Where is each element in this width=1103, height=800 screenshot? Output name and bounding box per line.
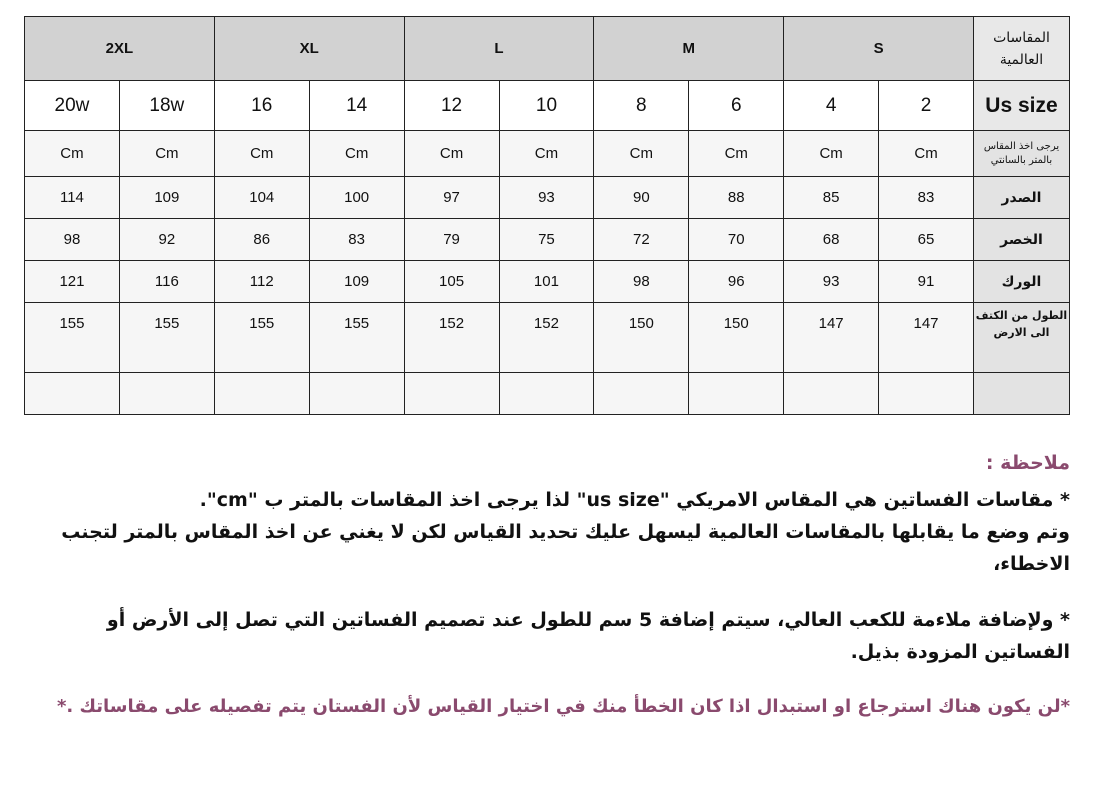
hip-cell: 93 — [784, 261, 879, 303]
hip-cell: 98 — [594, 261, 689, 303]
waist-cell: 92 — [119, 219, 214, 261]
waist-cell: 86 — [214, 219, 309, 261]
unit-cell: Cm — [404, 131, 499, 177]
bust-cell: 93 — [499, 177, 594, 219]
note-heading: ملاحظة : — [985, 452, 1070, 474]
hip-row — [25, 261, 1070, 303]
us-size-cell: 8 — [594, 81, 689, 131]
bust-cell: 90 — [594, 177, 689, 219]
size-group-l: L — [404, 17, 594, 81]
length-cell: 152 — [404, 303, 499, 373]
notes-section — [30, 448, 1070, 722]
waist-cell: 68 — [784, 219, 879, 261]
international-sizes-label: المقاسات العالمية — [973, 17, 1069, 81]
bust-cell: 83 — [879, 177, 974, 219]
empty-cell — [499, 373, 594, 415]
size-group-2xl: 2XL — [25, 17, 215, 81]
waist-cell: 72 — [594, 219, 689, 261]
empty-cell — [689, 373, 784, 415]
note-international-sizes: وتم وضع ما يقابلها بالمقاسات العالمية ليسهل عليك تحديد القياس لكن لا يغني عن اخذ المقاس بالمتر لتجنب الاخطاء، — [61, 521, 1070, 575]
empty-cell — [309, 373, 404, 415]
length-cell: 155 — [214, 303, 309, 373]
waist-label: الخصر — [973, 219, 1069, 261]
us-size-cell: 16 — [214, 81, 309, 131]
hip-cell: 116 — [119, 261, 214, 303]
bust-label: الصدر — [973, 177, 1069, 219]
unit-row — [25, 131, 1070, 177]
hip-cell: 96 — [689, 261, 784, 303]
bust-cell: 109 — [119, 177, 214, 219]
size-group-xl: XL — [214, 17, 404, 81]
unit-cell: Cm — [499, 131, 594, 177]
empty-row — [25, 373, 1070, 415]
waist-cell: 75 — [499, 219, 594, 261]
hip-cell: 101 — [499, 261, 594, 303]
us-size-label: Us size — [973, 81, 1069, 131]
empty-cell — [404, 373, 499, 415]
bust-cell: 114 — [25, 177, 120, 219]
size-group-s: S — [784, 17, 974, 81]
us-size-cell: 6 — [689, 81, 784, 131]
empty-cell — [879, 373, 974, 415]
size-group-header-row — [25, 17, 1070, 81]
empty-label-cell — [973, 373, 1069, 415]
empty-cell — [119, 373, 214, 415]
unit-cell: Cm — [214, 131, 309, 177]
hip-cell: 112 — [214, 261, 309, 303]
bust-cell: 97 — [404, 177, 499, 219]
hip-cell: 105 — [404, 261, 499, 303]
us-size-row — [25, 81, 1070, 131]
waist-cell: 79 — [404, 219, 499, 261]
length-row — [25, 303, 1070, 373]
bust-row — [25, 177, 1070, 219]
unit-cell: Cm — [594, 131, 689, 177]
unit-cell: Cm — [879, 131, 974, 177]
unit-cell: Cm — [309, 131, 404, 177]
waist-cell: 65 — [879, 219, 974, 261]
waist-cell: 83 — [309, 219, 404, 261]
spacer — [30, 580, 1070, 604]
hip-label: الورك — [973, 261, 1069, 303]
empty-cell — [784, 373, 879, 415]
unit-label: يرجى اخذ المقاس بالمتر بالسانتي — [973, 131, 1069, 177]
length-label: الطول من الكتف الى الارض — [973, 303, 1069, 373]
length-cell: 147 — [784, 303, 879, 373]
length-cell: 155 — [309, 303, 404, 373]
length-cell: 147 — [879, 303, 974, 373]
bust-cell: 100 — [309, 177, 404, 219]
us-size-cell: 18w — [119, 81, 214, 131]
length-cell: 150 — [594, 303, 689, 373]
waist-row — [25, 219, 1070, 261]
size-group-m: M — [594, 17, 784, 81]
us-size-cell: 12 — [404, 81, 499, 131]
us-size-cell: 2 — [879, 81, 974, 131]
empty-cell — [25, 373, 120, 415]
hip-cell: 91 — [879, 261, 974, 303]
unit-cell: Cm — [119, 131, 214, 177]
note-us-size: * مقاسات الفساتين هي المقاس الامريكي "us size" لذا يرجى اخذ المقاسات بالمتر ب "cm". — [199, 489, 1070, 511]
bust-cell: 104 — [214, 177, 309, 219]
note-no-returns: *لن يكون هناك استرجاع او استبدال اذا كان الخطأ منك في اختيار القياس لأن الفستان يتم تفصيله على مقاساتك .* — [56, 696, 1070, 717]
length-cell: 152 — [499, 303, 594, 373]
waist-cell: 70 — [689, 219, 784, 261]
length-cell: 150 — [689, 303, 784, 373]
empty-cell — [214, 373, 309, 415]
bust-cell: 88 — [689, 177, 784, 219]
hip-cell: 121 — [25, 261, 120, 303]
size-chart-table — [24, 16, 1070, 415]
empty-cell — [594, 373, 689, 415]
note-heels-length: * ولإضافة ملاءمة للكعب العالي، سيتم إضافة 5 سم للطول عند تصميم الفساتين التي تصل إلى الأرض أو الفساتين المزودة بذيل. — [106, 609, 1070, 663]
us-size-cell: 20w — [25, 81, 120, 131]
us-size-cell: 10 — [499, 81, 594, 131]
unit-cell: Cm — [689, 131, 784, 177]
length-cell: 155 — [119, 303, 214, 373]
length-cell: 155 — [25, 303, 120, 373]
spacer — [30, 668, 1070, 692]
hip-cell: 109 — [309, 261, 404, 303]
us-size-cell: 4 — [784, 81, 879, 131]
us-size-cell: 14 — [309, 81, 404, 131]
unit-cell: Cm — [25, 131, 120, 177]
bust-cell: 85 — [784, 177, 879, 219]
waist-cell: 98 — [25, 219, 120, 261]
unit-cell: Cm — [784, 131, 879, 177]
